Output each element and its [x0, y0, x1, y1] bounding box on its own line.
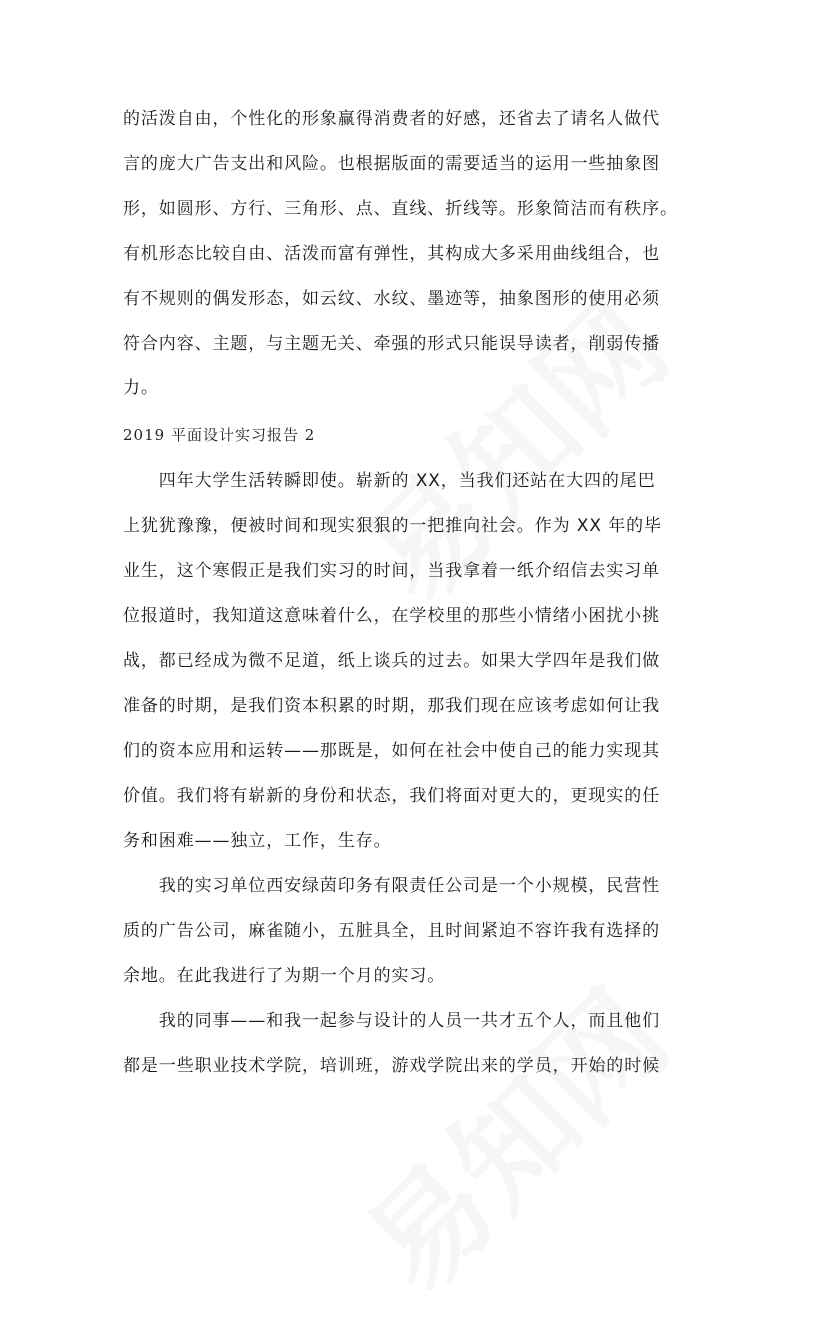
paragraph-line: 上犹犹豫豫，便被时间和现实狠狠的一把推向社会。作为 XX 年的毕 — [123, 516, 662, 536]
watermark — [322, 948, 698, 1324]
paragraph-line: 余地。在此我进行了为期一个月的实习。 — [123, 966, 446, 986]
paragraph-line: 战，都已经成为微不足道，纸上谈兵的过去。如果大学四年是我们做 — [123, 651, 660, 671]
paragraph-line: 价值。我们将有崭新的身份和状态，我们将面对更大的，更现实的任 — [123, 786, 660, 806]
paragraph-line: 质的广告公司，麻雀随小，五脏具全，且时间紧迫不容许我有选择的 — [123, 921, 660, 941]
paragraph-line: 有不规则的偶发形态，如云纹、水纹、墨迹等，抽象图形的使用必须 — [123, 289, 660, 309]
paragraph-line: 我的同事——和我一起参与设计的人员一共才五个人，而且他们 — [123, 1011, 660, 1031]
paragraph-line: 业生，这个寒假正是我们实习的时间，当我拿着一纸介绍信去实习单 — [123, 561, 660, 581]
paragraph-line: 都是一些职业技术学院，培训班，游戏学院出来的学员，开始的时候 — [123, 1056, 660, 1076]
paragraph-line: 四年大学生活转瞬即使。崭新的 XX，当我们还站在大四的尾巴 — [123, 471, 656, 491]
section-heading: 2019 平面设计实习报告 2 — [123, 426, 316, 444]
paragraph-line: 我的实习单位西安绿茵印务有限责任公司是一个小规模，民营性 — [123, 876, 660, 896]
paragraph-line: 形，如圆形、方行、三角形、点、直线、折线等。形象简洁而有秩序。 — [123, 199, 678, 219]
paragraph-line: 准备的时期，是我们资本积累的时期，那我们现在应该考虑如何让我 — [123, 696, 660, 716]
paragraph-line: 务和困难——独立，工作，生存。 — [123, 831, 392, 851]
paragraph-line: 有机形态比较自由、活泼而富有弹性，其构成大多采用曲线组合，也 — [123, 244, 660, 264]
paragraph-line: 的活泼自由，个性化的形象赢得消费者的好感，还省去了请名人做代 — [123, 109, 660, 129]
paragraph-line: 们的资本应用和运转——那既是，如何在社会中使自己的能力实现其 — [123, 741, 660, 761]
paragraph-line: 符合内容、主题，与主题无关、牵强的形式只能误导读者，削弱传播 — [123, 334, 660, 354]
paragraph-line: 位报道时，我知道这意味着什么，在学校里的那些小情绪小困扰小挑 — [123, 606, 660, 626]
paragraph-line: 力。 — [123, 378, 159, 398]
paragraph-line: 言的庞大广告支出和风险。也根据版面的需要适当的运用一些抽象图 — [123, 154, 660, 174]
